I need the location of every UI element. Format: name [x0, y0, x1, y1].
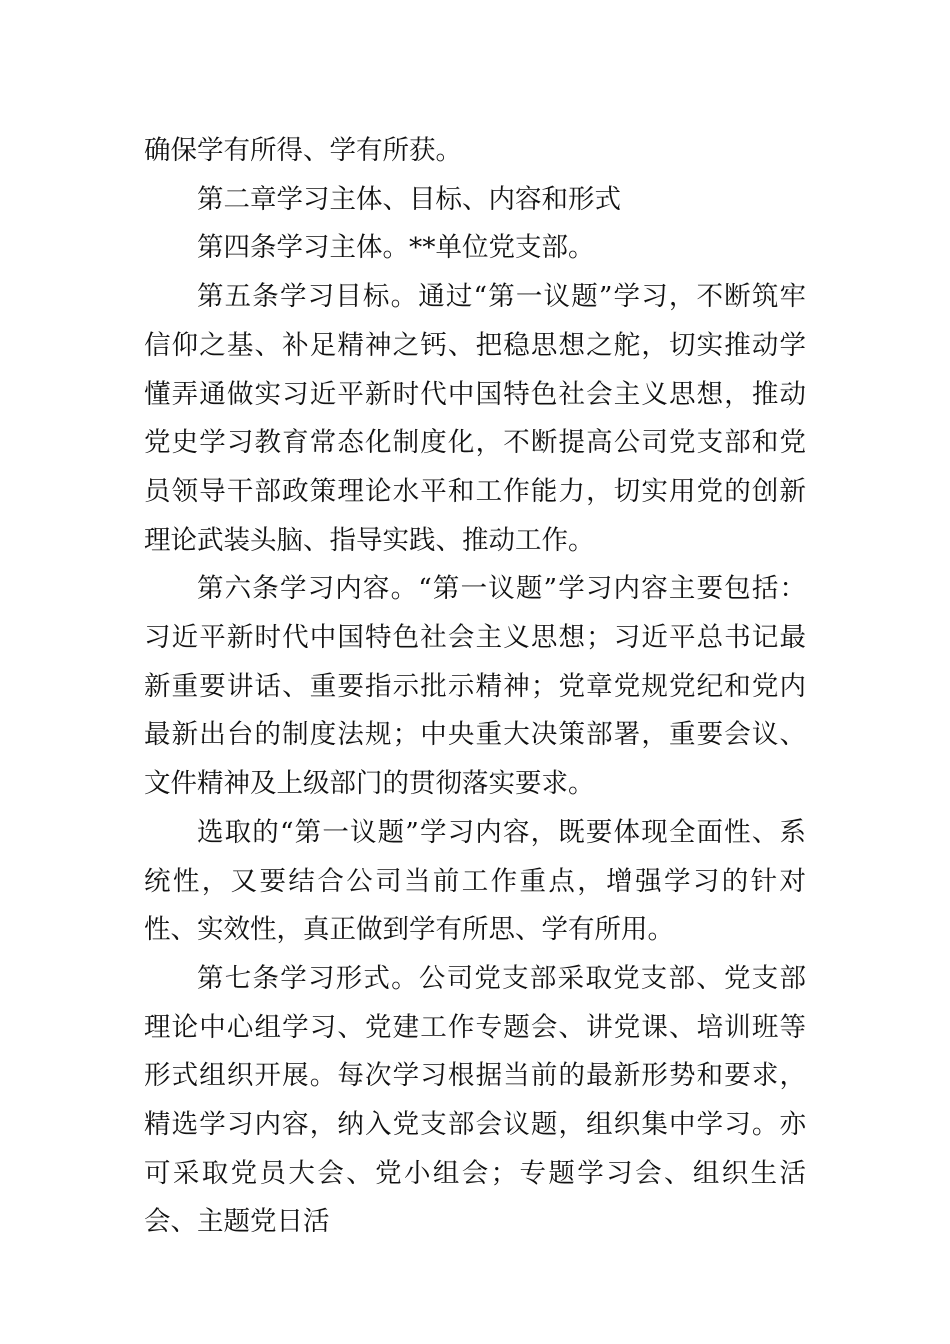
content-selection-paragraph: 选取的“第一议题”学习内容，既要体现全面性、系统性，又要结合公司当前工作重点，增强学习的针对性、实效性，真正做到学有所思、学有所用。 [144, 816, 806, 946]
article-7-paragraph: 第七条学习形式。公司党支部采取党支部、党支部理论中心组学习、党建工作专题会、讲党课、培训班等形式组织开展。每次学习根据当前的最新形势和要求，精选学习内容，纳入党支部会议题，组织集中学习。亦可采取党员大会、党小组会；专题学习会、组织生活会、主题党日活 [144, 962, 806, 1238]
article-5-paragraph: 第五条学习目标。通过“第一议题”学习，不断筑牢信仰之基、补足精神之钙、把稳思想之舵，切实推动学懂弄通做实习近平新时代中国特色社会主义思想，推动党史学习教育常态化制度化，不断提高公司党支部和党员领导干部政策理论水平和工作能力，切实用党的创新理论武装头脑、指导实践、推动工作。 [144, 281, 806, 556]
article-6-paragraph: 第六条学习内容。“第一议题”学习内容主要包括：习近平新时代中国特色社会主义思想；习近平总书记最新重要讲话、重要指示批示精神；党章党规党纪和党内最新出台的制度法规；中央重大决策部署，重要会议、文件精神及上级部门的贯彻落实要求。 [144, 573, 806, 800]
chapter-heading: 第二章学习主体、目标、内容和形式 [197, 183, 621, 215]
document-body [144, 127, 806, 1247]
paragraph-continuation: 确保学有所得、学有所获。 [144, 135, 462, 166]
article-4-paragraph: 第四条学习主体。**单位党支部。 [197, 232, 595, 264]
